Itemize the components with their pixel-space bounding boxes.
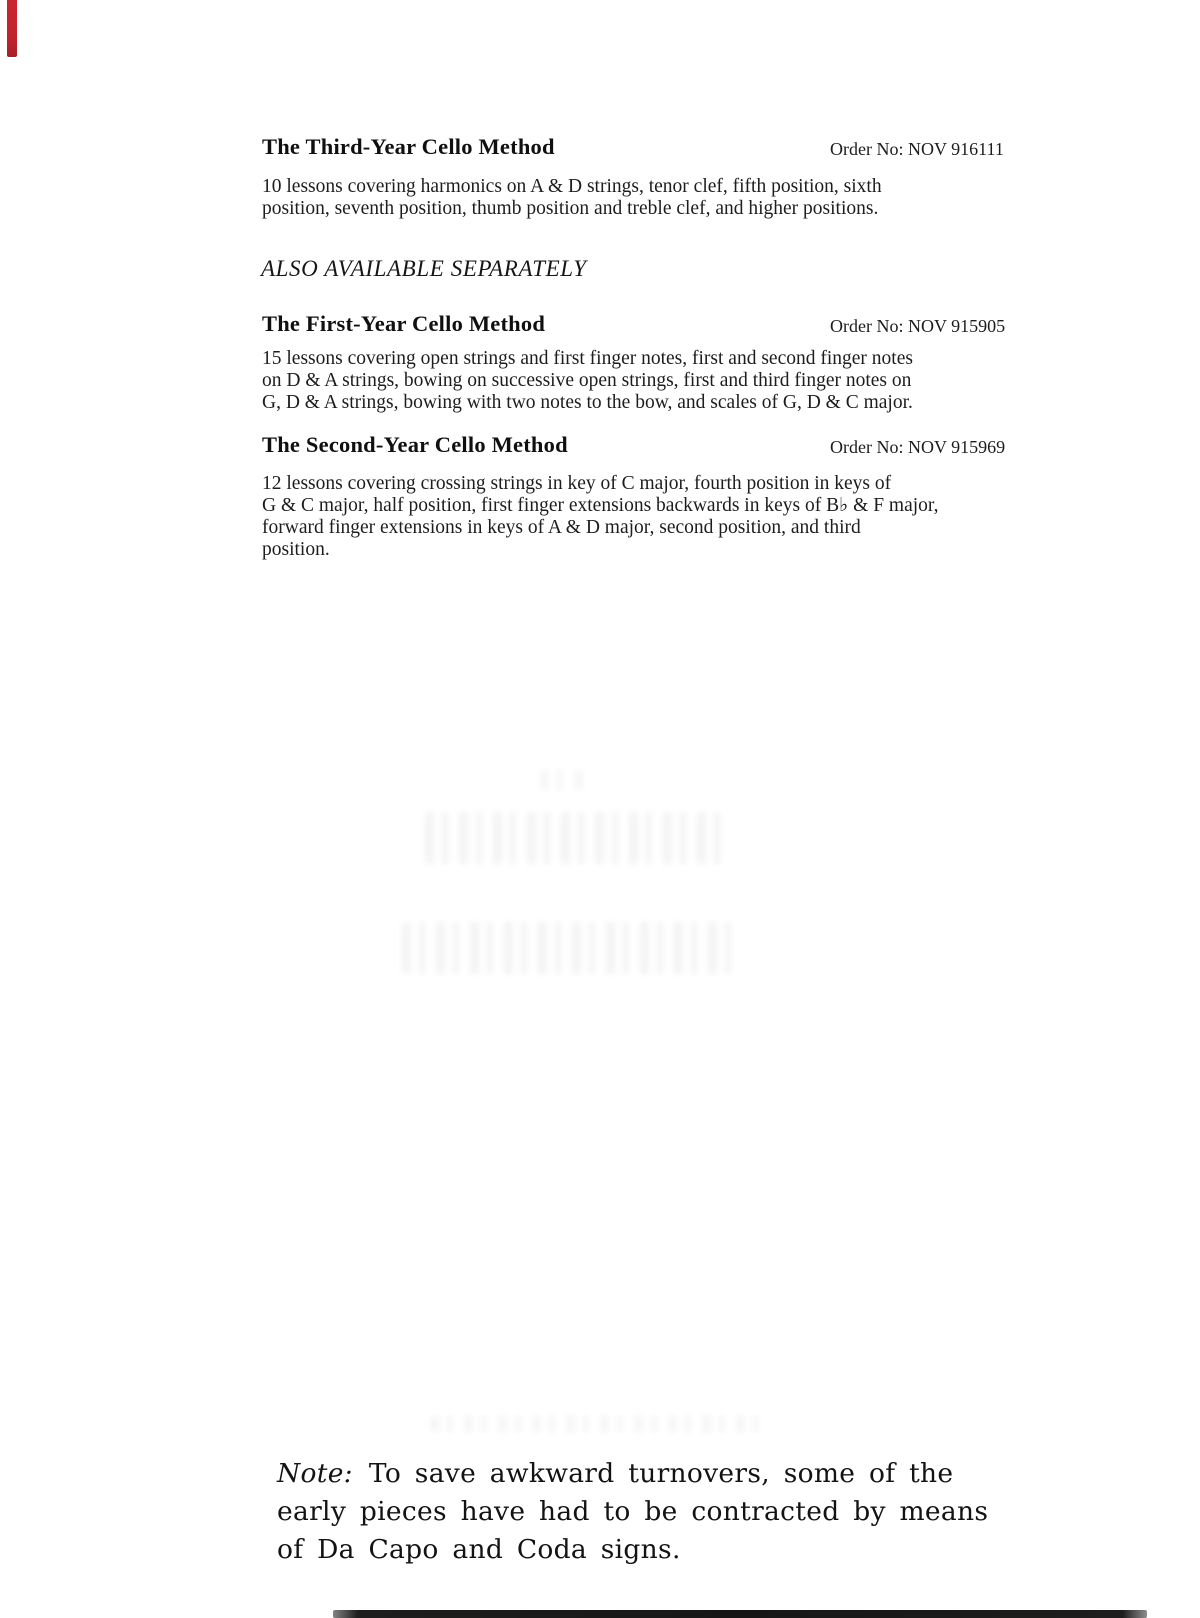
description-line: G & C major, half position, first finger extensions backwards in keys of B♭ & F major, xyxy=(262,495,939,516)
note-line xyxy=(277,1455,988,1493)
show-through-ghost xyxy=(540,770,590,790)
description-line: 10 lessons covering harmonics on A & D strings, tenor clef, fifth position, sixth xyxy=(262,176,882,197)
book-description-third-year xyxy=(262,176,882,220)
description-line: 12 lessons covering crossing strings in key of C major, fourth position in keys of xyxy=(262,473,892,494)
show-through-ghost xyxy=(402,922,742,974)
also-available-heading: ALSO AVAILABLE SEPARATELY xyxy=(261,256,587,281)
order-number-second-year: Order No: NOV 915969 xyxy=(830,437,1006,457)
description-line: position. xyxy=(262,539,330,560)
show-through-ghost xyxy=(425,812,725,864)
book-description-first-year xyxy=(262,348,913,414)
description-line: on D & A strings, bowing on successive open strings, first and third finger notes on xyxy=(262,370,912,391)
description-line: G, D & A strings, bowing with two notes to the bow, and scales of G, D & C major. xyxy=(262,392,913,413)
note-block xyxy=(277,1455,988,1569)
book-description-second-year xyxy=(262,473,939,561)
description-line: forward finger extensions in keys of A & D major, second position, and third xyxy=(262,517,861,538)
scan-artifact-bottom-bar xyxy=(333,1610,1147,1618)
book-title-third-year: The Third-Year Cello Method xyxy=(262,134,555,159)
note-label: Note: xyxy=(277,1458,353,1489)
note-line: of Da Capo and Coda signs. xyxy=(277,1534,681,1565)
order-number-first-year: Order No: NOV 915905 xyxy=(830,316,1006,336)
scan-artifact-red-stripe xyxy=(7,0,17,57)
description-line: position, seventh position, thumb position and treble clef, and higher positions. xyxy=(262,198,879,219)
show-through-ghost xyxy=(430,1416,760,1432)
note-line-text: To save awkward turnovers, some of the xyxy=(368,1458,954,1489)
note-line: early pieces have had to be contracted by means xyxy=(277,1496,989,1527)
book-title-first-year: The First-Year Cello Method xyxy=(262,311,546,336)
book-title-second-year: The Second-Year Cello Method xyxy=(262,432,568,457)
description-line: 15 lessons covering open strings and first finger notes, first and second finger notes xyxy=(262,348,913,369)
order-number-third-year: Order No: NOV 916111 xyxy=(830,139,1004,159)
